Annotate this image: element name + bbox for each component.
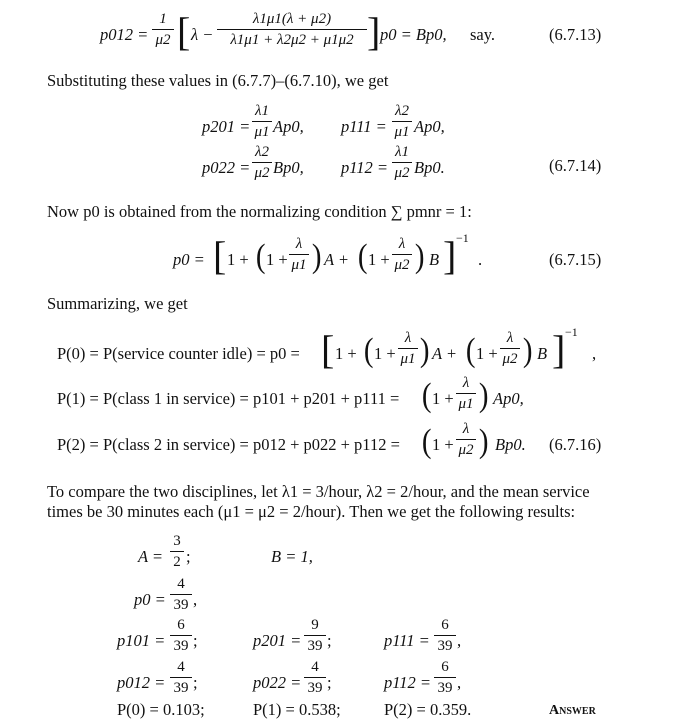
eq-term: Ap0, [273,117,304,136]
equation-number: (6.7.15) [549,250,602,269]
fraction: λ1 μ2 [392,145,412,181]
equation-number: (6.7.16) [549,435,602,454]
fraction: 6 39 [434,660,456,696]
eq-rhs: p0 = Bp0, [380,25,447,44]
result-p0: p0 = [134,590,166,609]
eq-term: 1 + [374,344,396,363]
fraction: λ μ2 [392,237,412,273]
exponent: −1 [456,231,469,245]
eq-term: p111 = [341,117,387,136]
say-text: say. [470,25,496,44]
fraction: λ μ2 [500,331,520,367]
result-P1: P(1) = 0.538; [253,700,341,719]
fraction: 6 39 [170,618,192,654]
answer-label: Answer [549,703,596,718]
eq-row-1-lhs: P(0) = P(service counter idle) = p0 = [57,344,300,363]
result-p201: p201 = [253,631,302,650]
eq-lhs: p0 = [173,250,205,269]
eq-term: Ap0, [493,389,524,408]
fraction: λ2 μ2 [252,145,272,181]
eq-row-2-lhs: P(1) = P(class 1 in service) = p101 + p201 + p111 = [57,389,400,408]
eq-term: p201 = [202,117,251,136]
eq-term: 1 + [227,250,249,269]
paragraph-normalizing: Now p0 is obtained from the normalizing condition ∑ pmnr = 1: [47,202,472,221]
eq-term: p112 = [341,158,389,177]
fraction: λ μ1 [398,331,418,367]
eq-lhs: p012 = [100,25,149,44]
fraction: 1 μ2 [152,12,174,48]
paragraph-compare-line-1: To compare the two disciplines, let λ1 = 3/hour, λ2 = 2/hour, and the mean service [47,482,590,501]
eq-term: 1 + [432,389,454,408]
paragraph-summarizing: Summarizing, we get [47,294,188,313]
eq-term: 1 + [476,344,498,363]
eq-term: Bp0. [414,158,445,177]
fraction: λ μ1 [289,237,309,273]
eq-term: 1 + [368,250,390,269]
eq-term: p022 = [202,158,251,177]
eq-term: Bp0. [495,435,526,454]
eq-term: A + [432,344,458,363]
fraction: 3 2 [170,534,184,570]
result-B: B = 1, [271,547,313,566]
fraction: 4 39 [304,660,326,696]
fraction: λ1μ1(λ + μ2) λ1μ1 + λ2μ2 + μ1μ2 [217,12,367,48]
equation-number: (6.7.13) [549,25,602,44]
eq-term: 1 + [335,344,357,363]
result-P2: P(2) = 0.359. [384,700,472,719]
paragraph-substituting: Substituting these values in (6.7.7)–(6.7.10), we get [47,71,389,90]
fraction: λ μ2 [456,422,476,458]
eq-term: B [537,344,548,363]
eq-term: 1 + [266,250,288,269]
fraction: 9 39 [304,618,326,654]
eq-term: 1 + [432,435,454,454]
result-A: A = [138,547,164,566]
paragraph-compare-line-2: times be 30 minutes each (μ1 = μ2 = 2/hour). Then we get the following results: [47,502,576,521]
exponent: −1 [565,325,578,339]
fraction: λ2 μ1 [392,104,412,140]
eq-row-3-lhs: P(2) = P(class 2 in service) = p012 + p022 + p112 = [57,435,400,454]
fraction: 6 39 [434,618,456,654]
result-p101: p101 = [117,631,166,650]
fraction: 4 39 [170,660,192,696]
result-p022: p022 = [253,673,302,692]
fraction: λ μ1 [456,376,476,412]
result-p112: p112 = [384,673,432,692]
eq-term: A + [324,250,350,269]
eq-term: B [429,250,440,269]
result-p111: p111 = [384,631,430,650]
equation-number: (6.7.14) [549,156,602,175]
fraction: 4 39 [170,577,192,613]
fraction: λ1 μ1 [252,104,272,140]
result-P0: P(0) = 0.103; [117,700,205,719]
lambda-minus: λ − [191,25,214,44]
eq-term: Ap0, [414,117,445,136]
eq-term: Bp0, [273,158,304,177]
result-p012: p012 = [117,673,166,692]
